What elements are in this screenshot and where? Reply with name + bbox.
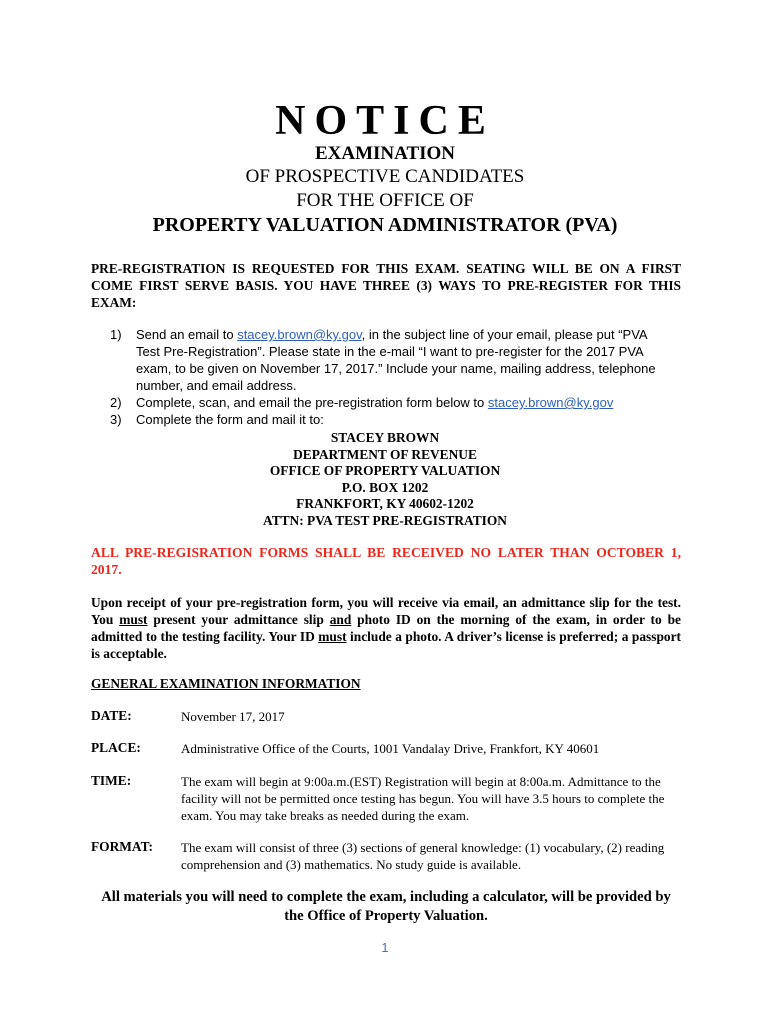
time-value: The exam will begin at 9:00a.m.(EST) Registration will begin at 8:00a.m. Admittance to the facility will not be permitted once testing has begun. You will have 3.5 hours to complete the exam. You may take breaks as needed during the exam. [181,774,665,823]
format-value: The exam will consist of three (3) sections of general knowledge: (1) vocabulary, (2) reading comprehension and (3) mathematics. No study guide is available. [181,840,665,872]
preregistration-notice: PRE-REGISTRATION IS REQUESTED FOR THIS EXAM. SEATING WILL BE ON A FIRST COME FIRST SERVE BASIS. YOU HAVE THREE (3) WAYS TO PRE-REGISTER FOR THIS EXAM: [91,261,681,310]
address-line: DEPARTMENT OF REVENUE [293,446,477,462]
mailing-address [0,430,770,530]
list-item-text: , in the subject line of your email, please put “PVA Test Pre-Registration”. Please state in the e-mail “I want to pre-register for the 2017 PVA exam, to be given on November 17, 2017.” Include your name, mailing address, telephone number, and email address. [136,327,656,393]
time-label: TIME: [91,773,132,788]
subtitle-line-1: OF PROSPECTIVE CANDIDATES [245,166,525,187]
list-item-number: 2) [110,395,122,410]
emphasis-must: must [119,612,148,627]
place-label: PLACE: [91,740,141,755]
list-item [110,394,670,411]
list-item-text: Complete, scan, and email the pre-registration form below to [136,395,488,410]
address-line: P.O. BOX 1202 [341,479,429,495]
address-line: FRANKFORT, KY 40602-1202 [296,496,474,512]
list-item [110,411,670,428]
receipt-text: Upon receipt of your pre-registration form, you will receive via email, an admittance slip for the test. You [91,595,681,627]
list-item-text: Complete the form and mail it to: [136,412,324,427]
closing-statement: All materials you will need to complete the exam, including a calculator, will be provided by the Office of Property Valuation. [101,889,671,924]
notice-title: NOTICE [275,98,495,144]
address-line: OFFICE OF PROPERTY VALUATION [269,463,501,479]
receipt-paragraph [91,594,681,662]
emphasis-and: and [329,612,352,627]
address-line: STACEY BROWN [330,430,440,445]
list-item-number: 3) [110,412,122,427]
subtitle-line-3: PROPERTY VALUATION ADMINISTRATOR (PVA) [152,214,618,236]
format-label: FORMAT: [91,839,153,854]
list-item-number: 1) [110,327,122,342]
registration-ways-list [110,326,670,428]
date-label: DATE: [91,708,132,723]
receipt-text: include a photo. A driver’s license is preferred; a passport is acceptable. [91,629,682,661]
address-line: ATTN: PVA TEST PRE-REGISTRATION [263,512,507,528]
subtitle-line-2: FOR THE OFFICE OF [296,190,474,211]
page-number: 1 [381,940,389,955]
receipt-text: present your admittance slip [147,612,330,627]
place-value: Administrative Office of the Courts, 1001 Vandalay Drive, Frankfort, KY 40601 [181,741,600,756]
examination-heading: EXAMINATION [314,143,456,164]
general-info-heading: GENERAL EXAMINATION INFORMATION [91,676,361,691]
emphasis-must: must [318,629,347,644]
list-item [110,326,670,394]
date-value: November 17, 2017 [181,709,285,724]
receipt-text: photo ID on the morning of the exam, in order to be admitted to the testing facility. Your ID [91,612,681,644]
email-link[interactable]: stacey.brown@ky.gov [237,327,362,342]
email-link[interactable]: stacey.brown@ky.gov [487,395,614,410]
deadline-notice: ALL PRE-REGISRATION FORMS SHALL BE RECEIVED NO LATER THAN OCTOBER 1, 2017. [91,545,681,577]
list-item-text: Send an email to [136,327,238,342]
